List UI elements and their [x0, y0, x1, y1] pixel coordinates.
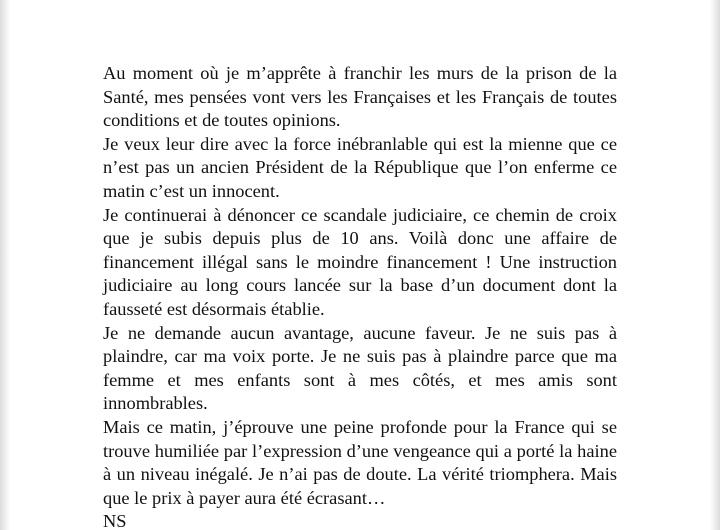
letter-body — [103, 62, 617, 530]
page-edge-right — [710, 0, 720, 530]
letter-signature: NS — [103, 511, 127, 530]
page-edge-left — [0, 0, 10, 530]
letter-paragraph-5: Mais ce matin, j’éprouve une peine profonde pour la France qui se trouve humiliée par l’expression d’une vengeance qui a porté la haine à un niveau inégalé. Je n’ai pas de doute. La vérité triomphera. Mais que le prix à payer aura été écrasant… — [103, 416, 617, 508]
letter-paragraph-2: Je veux leur dire avec la force inébranlable qui est la mienne que ce n’est pas un ancien Président de la République que l’on enferme ce matin c’est un innocent. — [103, 133, 617, 201]
letter-paragraph-1: Au moment où je m’apprête à franchir les murs de la prison de la Santé, mes pensées vont vers les Françaises et les Français de toutes conditions et de toutes opinions. — [103, 63, 617, 131]
letter-paragraph-3: Je continuerai à dénoncer ce scandale judiciaire, ce chemin de croix que je subis depuis plus de 10 ans. Voilà donc une affaire de financement illégal sans le moindre financement ! Une instruction judiciaire au long cours lancée sur la base d’un document dont la fausseté est désormais établie. — [103, 204, 617, 319]
letter-paragraph-4: Je ne demande aucun avantage, aucune faveur. Je ne suis pas à plaindre, car ma voix porte. Je ne suis pas à plaindre parce que ma femme et mes enfants sont à mes côtés, et mes amis sont innombrables. — [103, 322, 617, 414]
